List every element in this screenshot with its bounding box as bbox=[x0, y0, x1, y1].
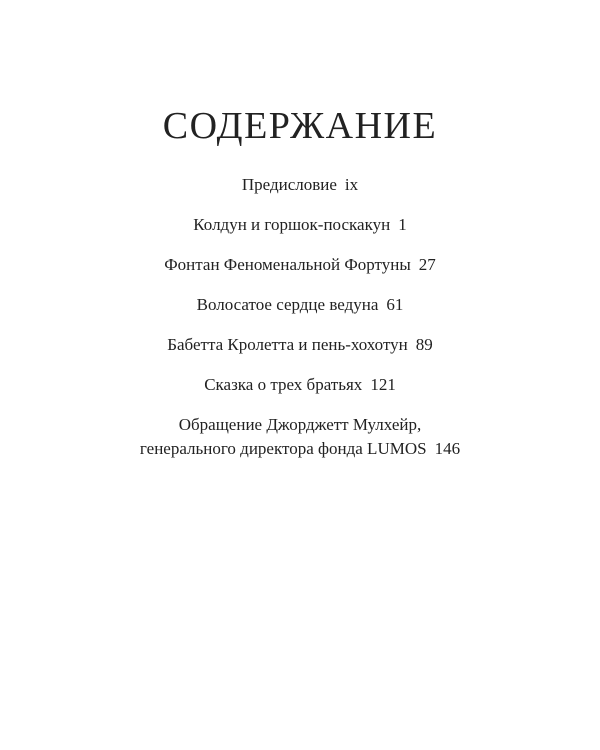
toc-entry-lumos-address bbox=[0, 413, 600, 461]
toc-entry-title-line-2-wrapper bbox=[0, 437, 600, 461]
toc-entry-page: 146 bbox=[434, 439, 461, 458]
toc-entry-tale-of-three-brothers bbox=[0, 373, 600, 397]
toc-entry-title: Бабетта Кролетта и пень-хохотун bbox=[167, 335, 408, 354]
toc-entry-title-line-1: Обращение Джорджетт Мулхейр, bbox=[178, 415, 422, 434]
page-title: СОДЕРЖАНИЕ bbox=[162, 105, 438, 147]
toc-entry-page: 121 bbox=[370, 375, 396, 394]
toc-entry-title: Предисловие bbox=[241, 175, 337, 194]
toc-entry-page: 27 bbox=[418, 255, 436, 274]
toc-entry-title-line-2: генерального директора фонда LUMOS bbox=[139, 439, 427, 458]
table-of-contents bbox=[0, 173, 600, 477]
toc-entry-babbitty-rabbitty bbox=[0, 333, 600, 357]
toc-entry-page: 1 bbox=[398, 215, 407, 234]
toc-entry-title: Сказка о трех братьях bbox=[204, 375, 363, 394]
toc-entry-warlocks-hairy-heart bbox=[0, 293, 600, 317]
toc-entry-title: Колдун и горшок-поскакун bbox=[193, 215, 391, 234]
toc-entry-page: 61 bbox=[386, 295, 404, 314]
toc-entry-page: 89 bbox=[415, 335, 433, 354]
toc-entry-title: Фонтан Феноменальной Фортуны bbox=[164, 255, 411, 274]
toc-entry-title: Волосатое сердце ведуна bbox=[196, 295, 379, 314]
toc-entry-fountain-of-fair-fortune bbox=[0, 253, 600, 277]
toc-entry-page: ix bbox=[344, 175, 359, 194]
toc-entry-preface bbox=[0, 173, 600, 197]
toc-entry-wizard-and-hopping-pot bbox=[0, 213, 600, 237]
